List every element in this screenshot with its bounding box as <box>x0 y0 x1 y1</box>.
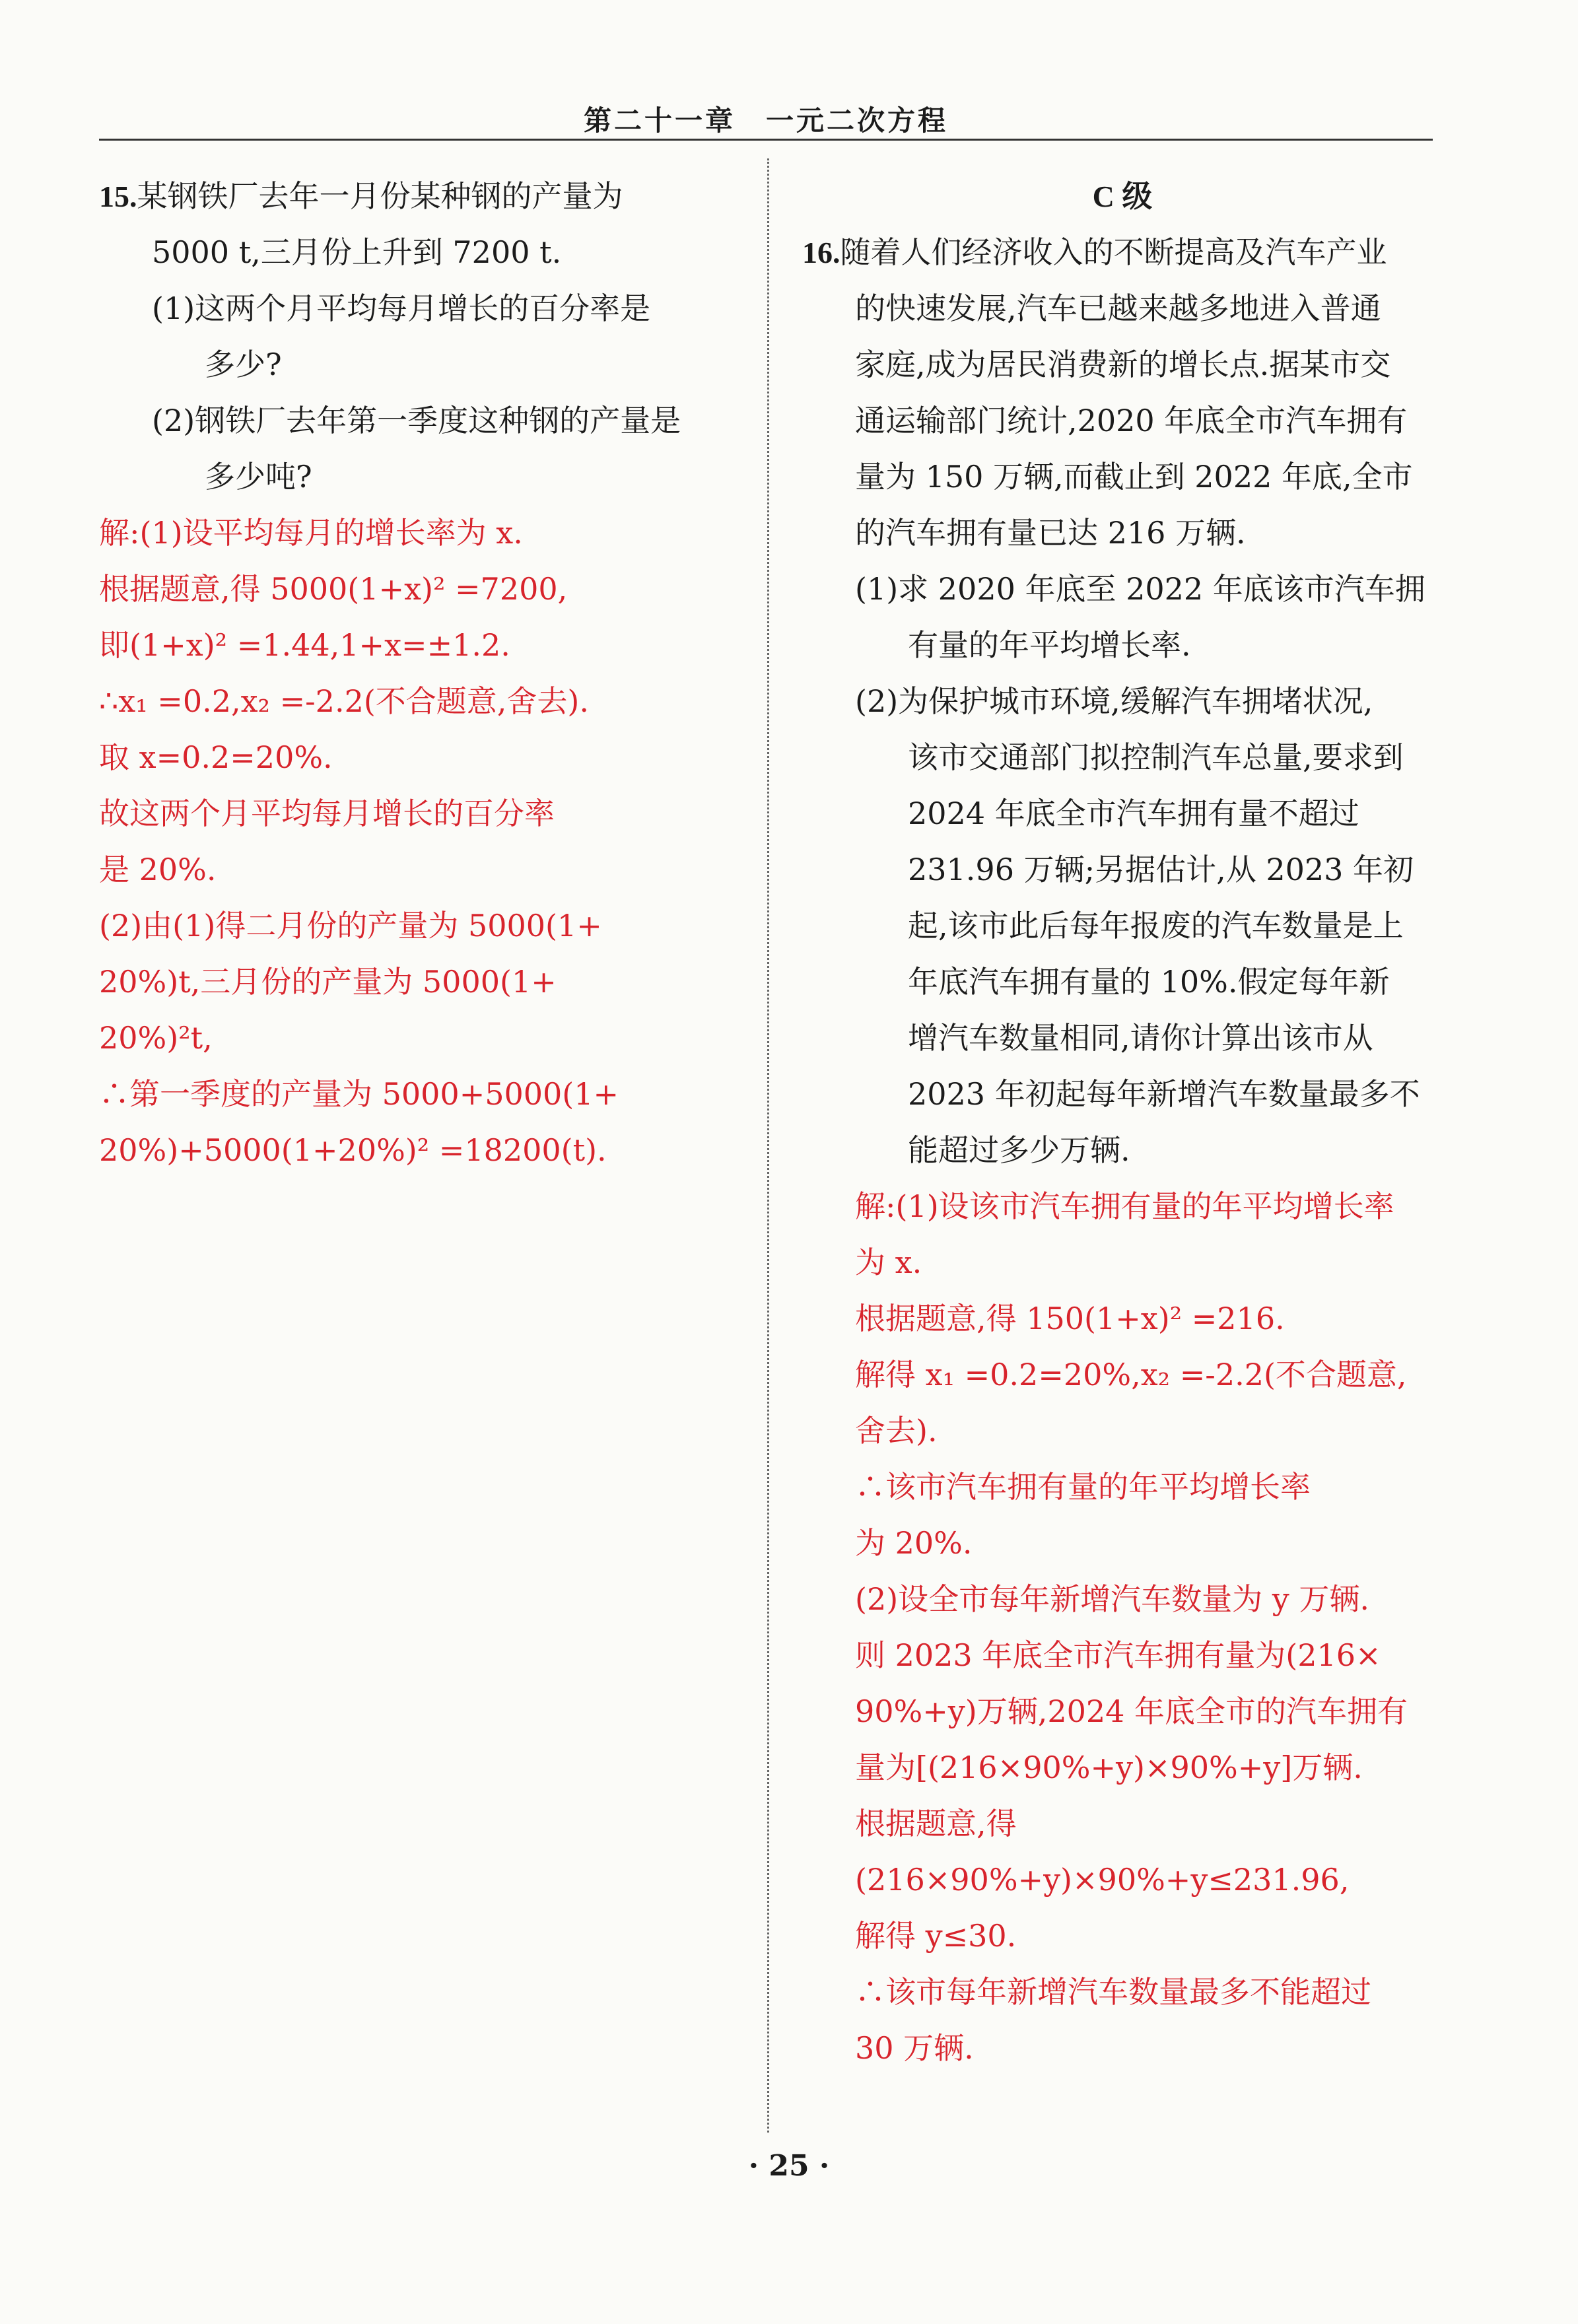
q16-part2-line: 年底汽车拥有量的 10%.假定每年新 <box>908 964 1390 1000</box>
q16-part2-line: 该市交通部门拟控制汽车总量,要求到 <box>908 739 1404 775</box>
q15-number: 15. <box>99 180 137 213</box>
q16-sol-line: 为 x. <box>855 1245 922 1280</box>
q16-sol-line: 则 2023 年底全市汽车拥有量为(216× <box>855 1637 1381 1673</box>
right-column <box>802 168 1443 2076</box>
q15-sol-line: 故这两个月平均每月增长的百分率 <box>99 796 555 831</box>
q15-sol-line: 根据题意,得 5000(1+x)² =7200, <box>99 571 568 607</box>
q16-part1-line-1: (1)求 2020 年底至 2022 年底该市汽车拥 <box>855 571 1425 607</box>
q16-part2-line: 2023 年初起每年新增汽车数量最多不 <box>908 1076 1420 1112</box>
q16-sol-line: 量为[(216×90%+y)×90%+y]万辆. <box>855 1750 1363 1785</box>
q16-sol-line: 30 万辆. <box>855 2030 974 2066</box>
q16-part2-line: 能超过多少万辆. <box>908 1132 1130 1168</box>
q15-part1-line-2: 多少? <box>205 347 282 382</box>
level-heading: C 级 <box>1092 180 1153 213</box>
q16-line: 的快速发展,汽车已越来越多地进入普通 <box>855 290 1381 326</box>
q16-line: 家庭,成为居民消费新的增长点.据某市交 <box>855 347 1391 382</box>
q16-sol-line: ∴该市每年新增汽车数量最多不能超过 <box>855 1974 1371 2010</box>
q16-sol-line: 解:(1)设该市汽车拥有量的年平均增长率 <box>855 1188 1394 1224</box>
q16-line: 的汽车拥有量已达 216 万辆. <box>855 515 1246 551</box>
q16-line: 通运输部门统计,2020 年底全市汽车拥有 <box>855 403 1408 438</box>
q16-sol-line: ∴该市汽车拥有量的年平均增长率 <box>855 1469 1311 1505</box>
column-divider <box>767 158 769 2133</box>
q15-line-2: 5000 t,三月份上升到 7200 t. <box>152 234 562 270</box>
q15-solution <box>99 505 746 1179</box>
q15-sol-line: 取 x=0.2=20%. <box>99 739 333 775</box>
q16-part1-line-2: 有量的年平均增长率. <box>908 627 1191 663</box>
q16-sol-line: 根据题意,得 150(1+x)² =216. <box>855 1301 1285 1336</box>
q16-sol-line: 90%+y)万辆,2024 年底全市的汽车拥有 <box>855 1693 1408 1729</box>
q15-sol-line: 20%)+5000(1+20%)² =18200(t). <box>99 1132 607 1168</box>
q15-sol-line: 是 20%. <box>99 852 217 887</box>
q16-sol-line: 根据题意,得 <box>855 1806 1017 1841</box>
q15-sol-line: ∴第一季度的产量为 5000+5000(1+ <box>99 1076 619 1112</box>
q15-sol-line: 即(1+x)² =1.44,1+x=±1.2. <box>99 627 510 663</box>
q16-sol-line: 为 20%. <box>855 1525 973 1561</box>
q15-part2-line-1: (2)钢铁厂去年第一季度这种钢的产量是 <box>152 403 681 438</box>
q16-sol-line: (2)设全市每年新增汽车数量为 y 万辆. <box>855 1581 1370 1617</box>
page-number: · 25 · <box>748 2149 830 2183</box>
chapter-header: 第二十一章 一元二次方程 <box>583 104 948 137</box>
q16-part2-line: 231.96 万辆;另据估计,从 2023 年初 <box>908 852 1414 887</box>
q16-sol-line: (216×90%+y)×90%+y≤231.96, <box>855 1862 1350 1897</box>
q16-number: 16. <box>802 236 840 269</box>
header-rule <box>99 139 1433 141</box>
left-column <box>99 168 746 1179</box>
q15-sol-line: 20%)²t, <box>99 1020 213 1056</box>
q15-part1-line-1: (1)这两个月平均每月增长的百分率是 <box>152 290 651 326</box>
q16-sol-line: 解得 y≤30. <box>855 1918 1017 1954</box>
q16-solution <box>802 1179 1443 2076</box>
q15-sol-line: ∴x₁ =0.2,x₂ =-2.2(不合题意,舍去). <box>99 683 589 719</box>
q16-sol-line: 解得 x₁ =0.2=20%,x₂ =-2.2(不合题意, <box>855 1357 1407 1392</box>
q16-line-1: 16.随着人们经济收入的不断提高及汽车产业 <box>802 234 1387 270</box>
q15-sol-line: (2)由(1)得二月份的产量为 5000(1+ <box>99 908 602 943</box>
q16-line: 量为 150 万辆,而截止到 2022 年底,全市 <box>855 459 1413 495</box>
q15-part2-line-2: 多少吨? <box>205 459 312 495</box>
q16-part2-line: 起,该市此后每年报废的汽车数量是上 <box>908 908 1404 943</box>
q15-line-1: 15.某钢铁厂去年一月份某种钢的产量为 <box>99 178 623 214</box>
q16-part2-line-1: (2)为保护城市环境,缓解汽车拥堵状况, <box>855 683 1373 719</box>
q15-sol-line: 20%)t,三月份的产量为 5000(1+ <box>99 964 557 1000</box>
q16-part2-line: 增汽车数量相同,请你计算出该市从 <box>908 1020 1373 1056</box>
q16-part2-line: 2024 年底全市汽车拥有量不超过 <box>908 796 1359 831</box>
q16-sol-line: 舍去). <box>855 1413 938 1449</box>
q15-sol-line: 解:(1)设平均每月的增长率为 x. <box>99 515 523 551</box>
